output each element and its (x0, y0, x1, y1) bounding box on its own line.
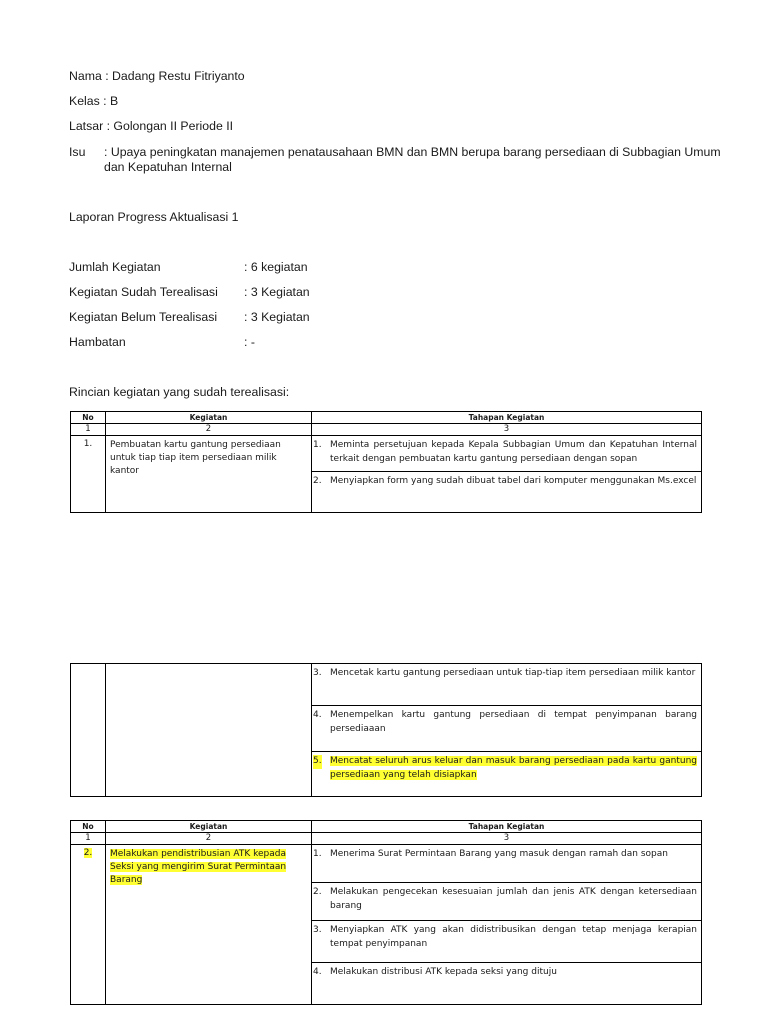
step-item (312, 883, 701, 921)
row-number: 1. (71, 436, 106, 513)
table-row (71, 845, 702, 1005)
step-text: Menyiapkan form yang sudah dibuat tabel dari komputer menggunakan Ms.excel (330, 476, 697, 486)
step-number: 2. (313, 476, 322, 486)
step-item (312, 963, 701, 984)
step-item (312, 436, 701, 472)
step-item (312, 845, 701, 883)
rincian-title: Rincian kegiatan yang sudah terealisasi: (69, 385, 290, 399)
col-header-no: No (71, 412, 106, 424)
col-number: 2 (106, 833, 312, 845)
step-number: 4. (313, 967, 322, 977)
table-number-row (71, 424, 702, 436)
activity-table-2 (70, 820, 702, 1005)
col-header-no: No (71, 821, 106, 833)
step-item (312, 706, 701, 752)
summary-value: : 3 Kegiatan (244, 285, 310, 299)
summary-value: : 3 Kegiatan (244, 310, 310, 324)
row-kegiatan-highlighted: Melakukan pendistribusian ATK kepada Seksi yang mengirim Surat Permintaan Barang (110, 849, 287, 885)
step-number: 4. (313, 710, 322, 720)
step-text-highlighted: Mencatat seluruh arus keluar dan masuk barang persediaan pada kartu gantung persediaan yang telah disiapkan (330, 756, 697, 780)
step-number: 2. (313, 887, 322, 897)
step-text: Menempelkan kartu gantung persediaan di tempat penyimpanan barang persediaaan (330, 710, 697, 734)
activity-table-1-continued (70, 663, 702, 797)
summary-jumlah (69, 260, 469, 275)
step-item (312, 752, 701, 786)
summary-value: : 6 kegiatan (244, 260, 308, 274)
step-number: 3. (313, 925, 322, 935)
col-header-tahapan: Tahapan Kegiatan (312, 412, 702, 424)
step-text: Meminta persetujuan kepada Kepala Subbagian Umum dan Kepatuhan Internal terkait dengan pembuatan kartu gantung persediaan dengan sopan (330, 440, 697, 464)
summary-label: Hambatan (69, 335, 126, 349)
row-number-highlighted: 2. (83, 848, 93, 858)
step-item (312, 472, 701, 493)
summary-belum (69, 310, 469, 325)
row-number (71, 664, 106, 797)
step-text: Menyiapkan ATK yang akan didistribusikan dengan tetap menjaga kerapian tempat penyimpanan (330, 925, 697, 949)
row-tahapan (312, 845, 702, 1005)
summary-sudah (69, 285, 469, 300)
kelas-line: Kelas : B (69, 94, 119, 108)
row-number (71, 845, 106, 1005)
isu-label: Isu (69, 145, 86, 159)
col-number: 2 (106, 424, 312, 436)
latsar-line: Latsar : Golongan II Periode II (69, 119, 234, 133)
step-number: 1. (313, 440, 322, 450)
activity-table-1 (70, 411, 702, 513)
table-header-row (71, 821, 702, 833)
col-number: 1 (71, 424, 106, 436)
summary-label: Jumlah Kegiatan (69, 260, 161, 274)
row-kegiatan (106, 664, 312, 797)
col-header-kegiatan: Kegiatan (106, 412, 312, 424)
summary-value: : - (244, 335, 255, 349)
col-number: 3 (312, 424, 702, 436)
summary-label: Kegiatan Sudah Terealisasi (69, 285, 218, 299)
col-number: 3 (312, 833, 702, 845)
table-row (71, 664, 702, 797)
table-number-row (71, 833, 702, 845)
step-number: 1. (313, 849, 322, 859)
step-text: Menerima Surat Permintaan Barang yang masuk dengan ramah dan sopan (330, 849, 668, 859)
nama-line: Nama : Dadang Restu Fitriyanto (69, 69, 245, 83)
isu-text: : Upaya peningkatan manajemen penatausahaan BMN dan BMN berupa barang persediaan di Subbagian Umum dan Kepatuhan Internal (104, 145, 721, 174)
step-item (312, 664, 701, 706)
row-tahapan (312, 436, 702, 513)
report-title: Laporan Progress Aktualisasi 1 (69, 210, 239, 224)
col-header-tahapan: Tahapan Kegiatan (312, 821, 702, 833)
step-item (312, 921, 701, 963)
row-tahapan (312, 664, 702, 797)
table-row (71, 436, 702, 513)
step-text: Melakukan distribusi ATK kepada seksi yang dituju (330, 967, 557, 977)
summary-hambatan (69, 335, 469, 350)
step-text: Melakukan pengecekan kesesuaian jumlah dan jenis ATK dengan ketersediaan barang (330, 887, 697, 911)
col-number: 1 (71, 833, 106, 845)
row-kegiatan: Pembuatan kartu gantung persediaan untuk tiap tiap item persediaan milik kantor (106, 436, 312, 513)
step-text: Mencetak kartu gantung persediaan untuk tiap-tiap item persediaan milik kantor (330, 668, 696, 678)
summary-label: Kegiatan Belum Terealisasi (69, 310, 218, 324)
step-number: 5. (313, 755, 322, 769)
isu-line (69, 145, 729, 177)
row-kegiatan (106, 845, 312, 1005)
table-header-row (71, 412, 702, 424)
col-header-kegiatan: Kegiatan (106, 821, 312, 833)
step-number: 3. (313, 668, 322, 678)
